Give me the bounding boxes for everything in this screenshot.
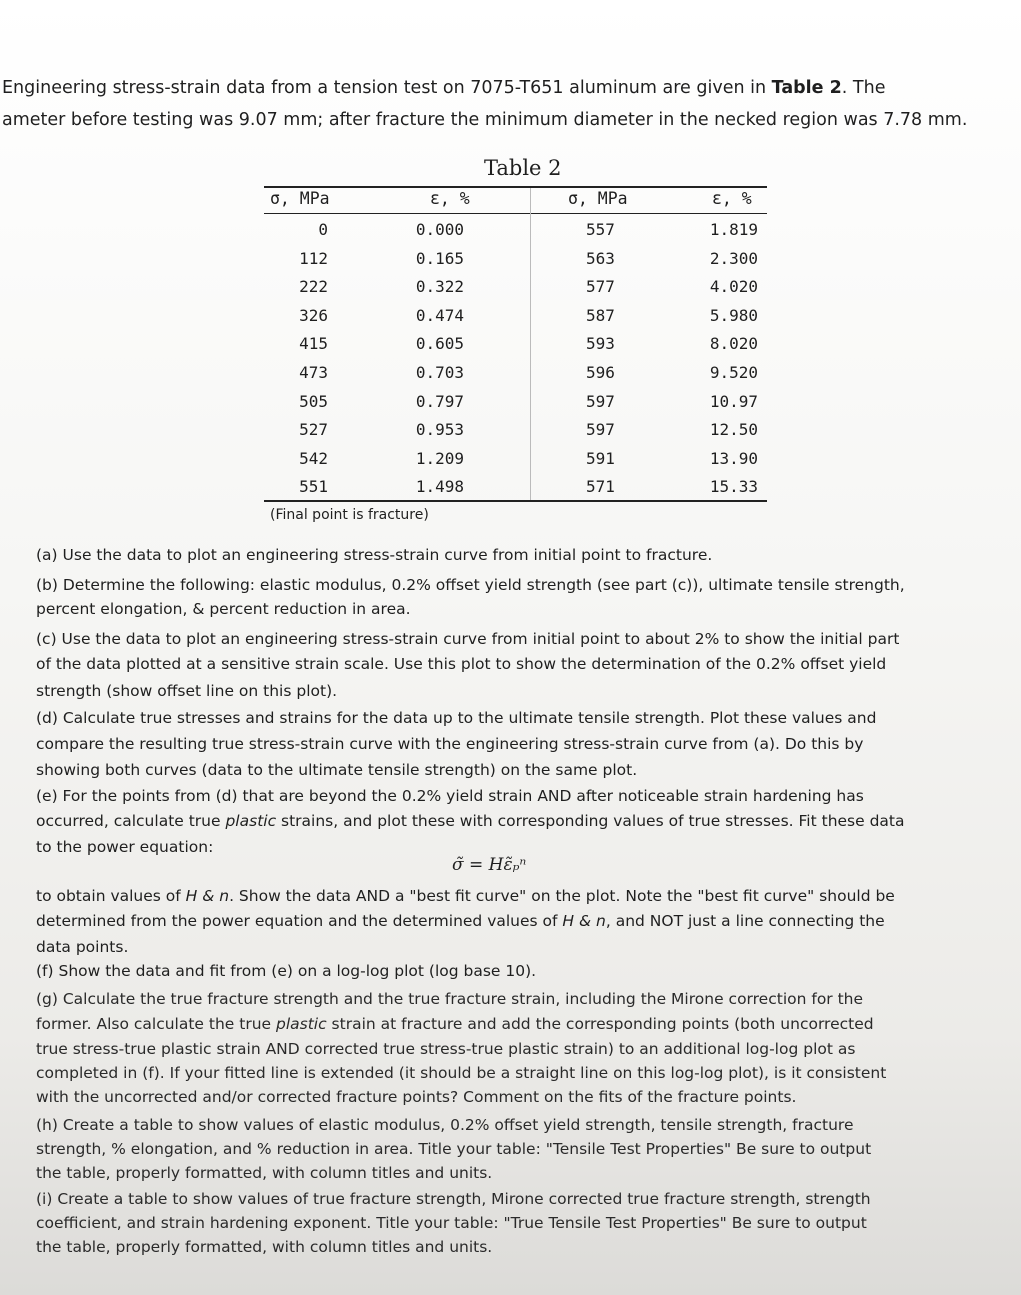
strain-right-cell: 4.020: [709, 277, 758, 296]
h-n-symbols: H & n: [562, 912, 606, 930]
question-g-text-end: strain at fracture and add the corresponding points (both uncorrected: [326, 1015, 874, 1033]
strain-left-cell: 0.703: [415, 363, 464, 382]
strain-right-cell: 2.300: [709, 249, 758, 268]
question-e-line-2: [36, 812, 905, 830]
strain-left-cell: 1.498: [415, 477, 464, 496]
stress-left-cell: 415: [299, 334, 328, 353]
question-i-line-3: the table, properly formatted, with column titles and units.: [36, 1238, 493, 1256]
strain-right-cell: 13.90: [709, 449, 758, 468]
header-stress-right: σ, MPa: [568, 189, 628, 208]
intro-text-end: . The: [841, 78, 886, 98]
strain-left-cell: 0.322: [415, 277, 464, 296]
question-e-text-end: strains, and plot these with corresponding values of true stresses. Fit these data: [276, 812, 905, 830]
question-g-line-5: with the uncorrected and/or corrected fracture points? Comment on the fits of the fracture points.: [36, 1088, 797, 1106]
table-header-rule: [264, 213, 767, 214]
strain-left-cell: 1.209: [415, 449, 464, 468]
question-e-text-end: . Show the data AND a "best fit curve" on the plot. Note the "best fit curve" should be: [229, 887, 895, 905]
strain-left-cell: 0.797: [415, 392, 464, 411]
question-e-line-1: (e) For the points from (d) that are beyond the 0.2% yield strain AND after noticeable strain hardening has: [36, 787, 864, 805]
stress-right-cell: 557: [586, 220, 615, 239]
stress-left-cell: 0: [318, 220, 328, 239]
question-e-text: to obtain values of: [36, 887, 186, 905]
question-e-line-4: [36, 887, 895, 905]
question-c-line-1: (c) Use the data to plot an engineering stress-strain curve from initial point to about 2% to show the initial part: [36, 630, 900, 648]
question-g-line-3: true stress-true plastic strain AND corrected true stress-true plastic strain) to an additional log-log plot as: [36, 1040, 856, 1058]
intro-text: Engineering stress-strain data from a tension test on 7075-T651 aluminum are given in: [2, 78, 772, 98]
strain-right-cell: 12.50: [709, 420, 758, 439]
intro-line-1: [2, 78, 885, 98]
power-equation: σ̃ = Hε̃ₚⁿ: [452, 855, 527, 875]
question-h-line-1: (h) Create a table to show values of elastic modulus, 0.2% offset yield strength, tensile strength, fracture: [36, 1116, 854, 1134]
strain-right-cell: 15.33: [709, 477, 758, 496]
strain-left-cell: 0.474: [415, 306, 464, 325]
question-e-line-5: [36, 912, 885, 930]
table-title: Table 2: [484, 156, 562, 180]
stress-right-cell: 571: [586, 477, 615, 496]
question-a: (a) Use the data to plot an engineering stress-strain curve from initial point to fracture.: [36, 546, 713, 564]
question-g-line-1: (g) Calculate the true fracture strength and the true fracture strain, including the Mirone correction for the: [36, 990, 864, 1008]
question-f: (f) Show the data and fit from (e) on a log-log plot (log base 10).: [36, 962, 537, 980]
strain-right-cell: 8.020: [709, 334, 758, 353]
stress-right-cell: 563: [586, 249, 615, 268]
stress-right-cell: 593: [586, 334, 615, 353]
plastic-emphasis: plastic: [276, 1015, 327, 1033]
stress-right-cell: 587: [586, 306, 615, 325]
question-e-text: occurred, calculate true: [36, 812, 226, 830]
question-b-line-2: percent elongation, & percent reduction in area.: [36, 600, 411, 618]
question-h-line-3: the table, properly formatted, with column titles and units.: [36, 1164, 493, 1182]
stress-left-cell: 551: [299, 477, 328, 496]
question-e-line-3: to the power equation:: [36, 838, 214, 856]
question-d-line-2: compare the resulting true stress-strain curve with the engineering stress-strain curve from (a). Do this by: [36, 735, 864, 753]
stress-right-cell: 596: [586, 363, 615, 382]
stress-left-cell: 527: [299, 420, 328, 439]
header-strain-right: ε, %: [712, 189, 752, 208]
strain-left-cell: 0.605: [415, 334, 464, 353]
header-strain-left: ε, %: [430, 189, 470, 208]
question-g-line-2: [36, 1015, 874, 1033]
strain-right-cell: 10.97: [709, 392, 758, 411]
stress-left-cell: 222: [299, 277, 328, 296]
strain-right-cell: 1.819: [709, 220, 758, 239]
table-bottom-rule: [264, 500, 767, 502]
question-g-text: former. Also calculate the true: [36, 1015, 276, 1033]
question-e-line-6: data points.: [36, 938, 129, 956]
question-c-line-2: of the data plotted at a sensitive strain scale. Use this plot to show the determination of the 0.2% offset yield: [36, 655, 887, 673]
stress-left-cell: 473: [299, 363, 328, 382]
table-reference: Table 2: [771, 78, 842, 98]
strain-left-cell: 0.000: [415, 220, 464, 239]
question-i-line-1: (i) Create a table to show values of true fracture strength, Mirone corrected true fracture strength, strength: [36, 1190, 871, 1208]
stress-left-cell: 542: [299, 449, 328, 468]
question-e-text: determined from the power equation and the determined values of: [36, 912, 563, 930]
plastic-emphasis: plastic: [225, 812, 277, 830]
question-b-line-1: (b) Determine the following: elastic modulus, 0.2% offset yield strength (see part (c)), ultimate tensile strength,: [36, 576, 905, 594]
stress-left-cell: 326: [299, 306, 328, 325]
stress-right-cell: 597: [586, 392, 615, 411]
h-n-symbols: H & n: [185, 887, 230, 905]
stress-left-cell: 112: [299, 249, 328, 268]
question-c-line-3: strength (show offset line on this plot).: [36, 682, 338, 700]
question-d-line-1: (d) Calculate true stresses and strains for the data up to the ultimate tensile strength. Plot these values and: [36, 709, 877, 727]
intro-line-2: ameter before testing was 9.07 mm; after fracture the minimum diameter in the necked region was 7.78 mm.: [2, 110, 968, 130]
strain-right-cell: 9.520: [709, 363, 758, 382]
table-note: (Final point is fracture): [270, 507, 429, 523]
stress-left-cell: 505: [299, 392, 328, 411]
strain-right-cell: 5.980: [709, 306, 758, 325]
stress-right-cell: 597: [586, 420, 615, 439]
table-top-rule: [264, 186, 767, 188]
question-e-text-end: , and NOT just a line connecting the: [605, 912, 885, 930]
question-g-line-4: completed in (f). If your fitted line is extended (it should be a straight line on this log-log plot), is it consistent: [36, 1064, 887, 1082]
stress-right-cell: 577: [586, 277, 615, 296]
strain-left-cell: 0.953: [415, 420, 464, 439]
header-stress-left: σ, MPa: [270, 189, 330, 208]
question-i-line-2: coefficient, and strain hardening exponent. Title your table: "True Tensile Test Properties" Be sure to output: [36, 1214, 867, 1232]
stress-right-cell: 591: [586, 449, 615, 468]
table-center-divider: [530, 188, 531, 500]
question-d-line-3: showing both curves (data to the ultimate tensile strength) on the same plot.: [36, 761, 638, 779]
question-h-line-2: strength, % elongation, and % reduction in area. Title your table: "Tensile Test Properties" Be sure to output: [36, 1140, 872, 1158]
strain-left-cell: 0.165: [415, 249, 464, 268]
